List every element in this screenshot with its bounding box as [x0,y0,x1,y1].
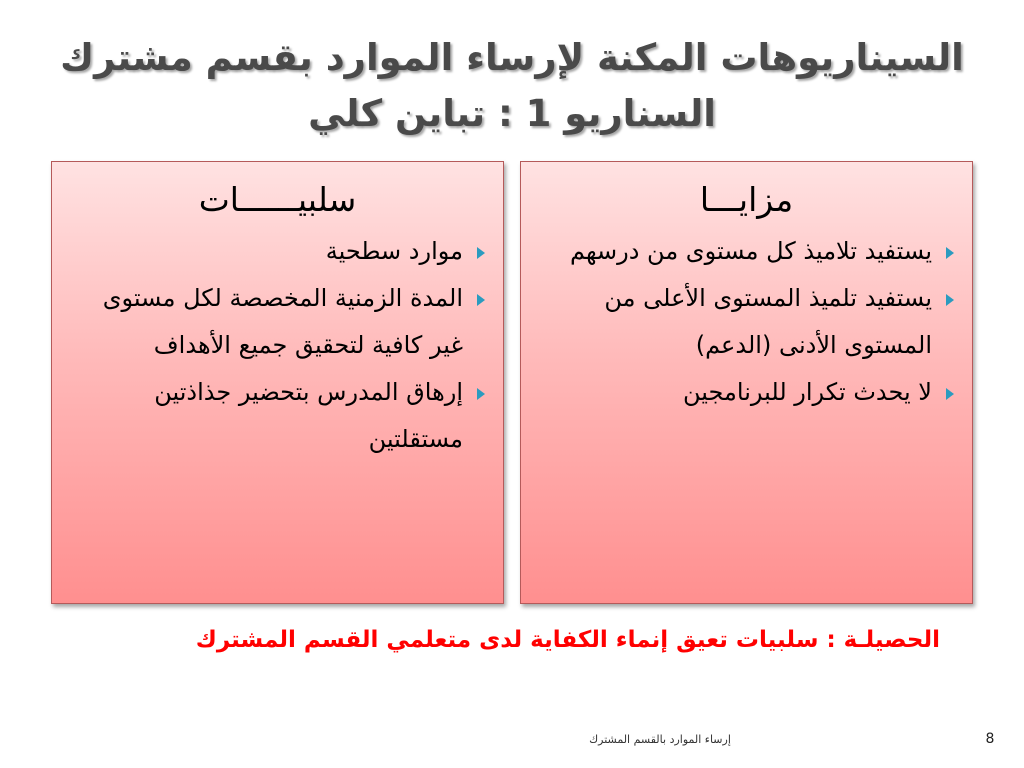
disadvantages-panel [51,161,504,604]
slide-title-line-1: السيناريوهات المكنة لإرساء الموارد بقسم مشترك [60,36,964,79]
disadvantages-list [52,228,503,463]
triangle-bullet-icon [946,247,954,259]
disadvantages-item-text: موارد سطحية [325,237,463,265]
slide-title-line-2: السناريو 1 : تباين كلي [308,92,716,135]
slide-title [40,30,984,142]
triangle-bullet-icon [477,294,485,306]
disadvantages-item [70,369,485,463]
page-number: 8 [985,731,995,747]
advantages-item [539,275,954,369]
advantages-panel [520,161,973,604]
triangle-bullet-icon [946,388,954,400]
triangle-bullet-icon [477,247,485,259]
advantages-heading: مزايـــا [699,180,794,219]
advantages-item [539,228,954,275]
triangle-bullet-icon [477,388,485,400]
disadvantages-item [70,228,485,275]
disadvantages-item-text: إرهاق المدرس بتحضير جذاذتين مستقلتين [154,378,463,453]
conclusion-text: الحصيلـة : سلبيات تعيق إنماء الكفاية لدى متعلمي القسم المشترك [195,627,940,653]
advantages-list [521,228,972,416]
advantages-item-text: يستفيد تلاميذ كل مستوى من درسهم [570,237,932,265]
disadvantages-item-text: المدة الزمنية المخصصة لكل مستوى غير كافية لتحقيق جميع الأهداف [102,284,463,359]
footer-text: إرساء الموارد بالقسم المشترك [589,733,731,746]
disadvantages-item [70,275,485,369]
advantages-item [539,369,954,416]
disadvantages-heading: سلبيــــــات [198,180,357,219]
triangle-bullet-icon [946,294,954,306]
advantages-item-text: يستفيد تلميذ المستوى الأعلى من المستوى الأدنى (الدعم) [604,284,932,359]
advantages-item-text: لا يحدث تكرار للبرنامجين [683,378,932,406]
